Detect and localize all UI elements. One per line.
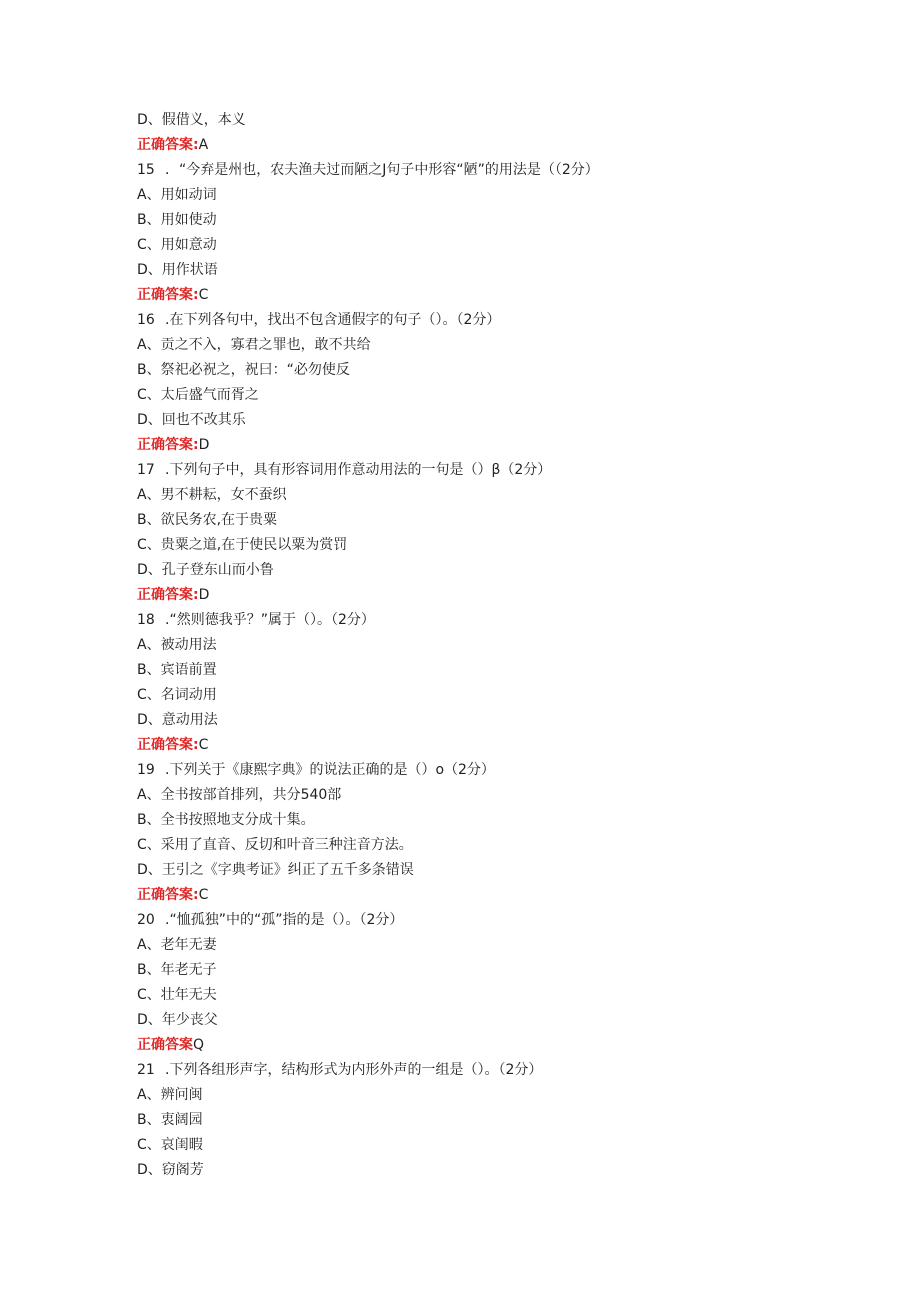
option-line: B、宾语前置 <box>137 662 217 678</box>
option-line: A、老年无妻 <box>137 937 217 953</box>
option-line: A、用如动词 <box>137 187 217 203</box>
question-number: 21 <box>137 1062 155 1078</box>
answer-value: C <box>198 887 209 903</box>
answer-value: C <box>198 287 209 303</box>
answer-value: D <box>198 587 210 603</box>
option-line: B、年老无子 <box>137 962 217 978</box>
option-line: D、用作状语 <box>137 262 218 278</box>
question-block <box>137 1058 837 1183</box>
question-line <box>137 158 837 183</box>
option-line: D、年少丧父 <box>137 1012 218 1028</box>
answer-label: 正确答案: <box>137 887 199 903</box>
option-line: C、壮年无夫 <box>137 987 217 1003</box>
question-text: .“恤孤独”中的“孤”指的是（）。（2分） <box>165 912 404 928</box>
question-block <box>137 458 837 608</box>
answer-value: D <box>198 437 210 453</box>
question-text: .下列句子中，具有形容词用作意动用法的一句是（）β（2分） <box>165 462 552 478</box>
option-line: C、采用了直音、反切和叶音三种注音方法。 <box>137 837 413 853</box>
question-number: 15 <box>137 162 155 178</box>
answer-line <box>137 883 837 908</box>
question-number: 20 <box>137 912 155 928</box>
question-text: ．“今弃是州也，农夫渔夫过而陋之J句子中形容“陋”的用法是（（2分） <box>165 162 599 178</box>
option-line: A、辨问闽 <box>137 1087 203 1103</box>
option-line: C、用如意动 <box>137 237 217 253</box>
answer-value: C <box>198 737 209 753</box>
option-line: D、孔子登东山而小鲁 <box>137 562 274 578</box>
option-line: D、窃阁芳 <box>137 1162 204 1178</box>
question-text: .“然则德我乎？”属于（）。（2分） <box>165 612 375 628</box>
question-number: 18 <box>137 612 155 628</box>
answer-label: 正确答案: <box>137 587 199 603</box>
answer-line <box>137 133 837 158</box>
answer-value: A <box>198 137 209 153</box>
answer-line <box>137 283 837 308</box>
option-line: A、全书按部首排列，共分540部 <box>137 787 342 803</box>
question-number: 16 <box>137 312 155 328</box>
option-line: D、王引之《字典考证》纠正了五千多条错误 <box>137 862 414 878</box>
option-line: B、祭祀必祝之，祝曰：“必勿使反 <box>137 362 350 378</box>
option-line: C、名词动用 <box>137 687 217 703</box>
answer-label: 正确答案: <box>137 737 199 753</box>
answer-line <box>137 583 837 608</box>
option-line: C、哀闺暇 <box>137 1137 203 1153</box>
option-line: D、意动用法 <box>137 712 218 728</box>
answer-label: 正确答案: <box>137 437 199 453</box>
option-line: C、太后盛气而胥之 <box>137 387 259 403</box>
answer-line <box>137 1033 837 1058</box>
question-line <box>137 608 837 633</box>
answer-value: Q <box>193 1037 205 1053</box>
question-text: .在下列各句中，找出不包含通假字的句子（）。（2分） <box>165 312 501 328</box>
option-line: A、男不耕耘，女不蚕织 <box>137 487 287 503</box>
option-line: B、欲民务农,在于贵粟 <box>137 512 278 528</box>
answer-label: 正确答案: <box>137 287 199 303</box>
question-line <box>137 308 837 333</box>
option-line: B、衷阔园 <box>137 1112 203 1128</box>
question-block <box>137 308 837 458</box>
question-line <box>137 908 837 933</box>
question-number: 17 <box>137 462 155 478</box>
option-line: B、用如使动 <box>137 212 217 228</box>
answer-label: 正确答案: <box>137 137 199 153</box>
question-block <box>137 608 837 758</box>
option-line: B、全书按照地支分成十集。 <box>137 812 315 828</box>
question-block <box>137 908 837 1058</box>
question-line <box>137 1058 837 1083</box>
answer-label: 正确答案 <box>137 1037 193 1053</box>
option-line: D、回也不改其乐 <box>137 412 246 428</box>
question-text: .下列各组形声字，结构形式为内形外声的一组是（）。（2分） <box>165 1062 543 1078</box>
question-block <box>137 158 837 308</box>
question-text: .下列关于《康熙字典》的说法正确的是（）o（2分） <box>165 762 495 778</box>
question-number: 19 <box>137 762 155 778</box>
question-block <box>137 758 837 908</box>
option-line: A、被动用法 <box>137 637 217 653</box>
question-line <box>137 458 837 483</box>
answer-line <box>137 733 837 758</box>
option-line: A、贡之不入，寡君之罪也，敢不共给 <box>137 337 371 353</box>
exam-page <box>137 108 837 1183</box>
option-line: C、贵粟之道,在于使民以粟为赏罚 <box>137 537 348 553</box>
question-line <box>137 758 837 783</box>
answer-line <box>137 433 837 458</box>
option-line: D、假借义，本义 <box>137 112 246 128</box>
